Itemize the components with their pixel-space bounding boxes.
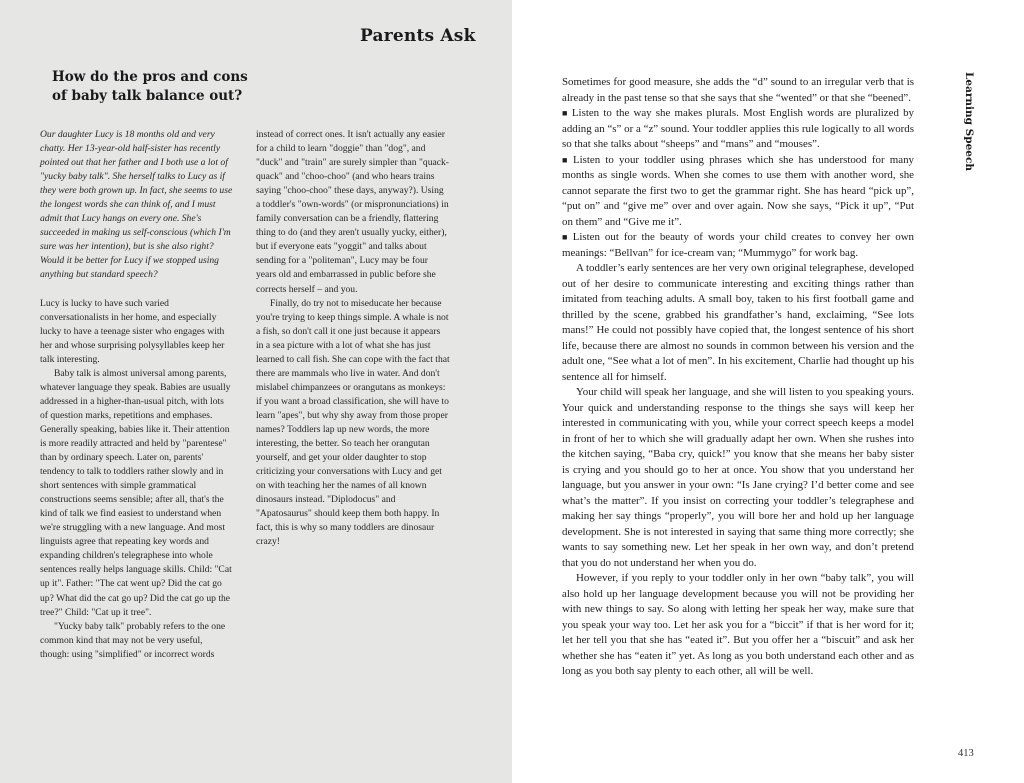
square-bullet-icon: ■ xyxy=(562,154,570,165)
left-column-1 xyxy=(40,128,234,662)
answer-paragraph: Lucy is lucky to have such varied conversationalists in her home, and especially lucky to have a teenage sister who engages with her and whose surprising polysyllables keep her talk interesting. xyxy=(40,297,225,365)
running-head: Learning Speech xyxy=(963,72,975,171)
body-paragraph: Sometimes for good measure, she adds the “d” sound to an irregular verb that is already in the past tense so that she says that she “wented” or that she “beened”. xyxy=(562,76,914,104)
answer-paragraph: instead of correct ones. It isn't actually any easier for a child to learn "doggie" than "dog", and "duck" and "train" are surely simpler than "quack-quack" and "choo-choo" (and who hears trains saying "choo-choo" these days, anyway?). Using a toddler's "own-words" (or mispronunciations) in family conversation can be a friendly, flattering thing to do (and they aren't usually yucky, either), but if everyone eats "yoggit" and talks about sending for a "politeman", Lucy may be four years old and embarrassed in public before she corrects herself – and you. xyxy=(256,129,450,295)
answer-paragraph: Baby talk is almost universal among parents, whatever language they speak. Babies are usually addressed in a higher-than-usual pitch, with lots of question marks, repetitions and emphases. Generally speaking, babies like it. Their attention is more readily attracted and held by "parentese" than by ordinary speech. Later on, parents' tendency to talk to toddlers rather slowly and in short sentences with simple grammatical constructions seems sensible; after all, that's the kind of talk we find easiest to understand when we're struggling with a new language. And most linguists agree that repeating key words and expanding children's telegraphese into whole sentences really helps language skills. Child: "Cat up it". Father: "The cat went up? Did the cat go up? What did the cat go up? Did the cat go up the tree?" Child: "Cat up it tree". xyxy=(40,367,232,618)
square-bullet-icon: ■ xyxy=(562,108,569,118)
bullet-item xyxy=(562,230,914,261)
bullet-text: Listen to the way she makes plurals. Most English words are pluralized by adding an “s” or a “z” sound. Your toddler applies this rule logically to all words so that she talks about “sheeps” and “mans” and “mouses”. xyxy=(562,107,914,150)
parent-question: Our daughter Lucy is 18 months old and very chatty. Her 13-year-old half-sister has recently pointed out that her father and I both use a lot of "yucky baby talk". She herself talks to Lucy as if they were both grown up. In fact, she seems to use the longest words she can think of, and I must admit that Lucy hangs on every one. She's succeeded in making us self-conscious (which I'm sure was her intention), but is she also right? Would it be better for Lucy if we stopped using anything but standard speech? xyxy=(40,129,233,281)
bullet-item xyxy=(562,106,914,153)
question-heading-line-2: of baby talk balance out? xyxy=(52,88,243,104)
page-number: 413 xyxy=(958,748,974,759)
question-heading-line-1: How do the pros and cons xyxy=(52,69,248,85)
body-paragraph: Your child will speak her language, and she will listen to you speaking yours. Your quick and understanding response to the things she says will keep her interested in communicating with you, while your correct speech keeps a model in front of her to which she will gradually adapt her own. When she rushes into the kitchen saying, “Baba cry, quick!” you know that she means her baby sister is crying and you should go to her at once. You show that you understand her language, but you answer in your own: “Is Jane crying? I’d better come and see what’s the matter”. If you insist on correcting your toddler’s telegraphese and making her say things “properly”, you will bore her and hold up her language development. She is not interested in saying that same thing more correctly; she wants to say something new. Let her speak in her own way, and don’t pretend that you do not understand her when you do. xyxy=(562,386,914,569)
question-heading xyxy=(52,68,312,106)
right-page-body xyxy=(562,75,914,680)
left-column-2 xyxy=(256,128,450,549)
section-title: Parents Ask xyxy=(360,26,476,46)
bullet-text: Listen out for the beauty of words your child creates to convey her own meanings: “Bellvan” for ice-cream van; “Mummygo” for work bag. xyxy=(562,231,915,259)
body-paragraph: A toddler’s early sentences are her very own original telegraphese, developed out of her desire to communicate interesting and exciting things rather than imitated from teaching adults. A small boy, taken to his first football game and thrilled by the scene, grabbed his grandfather’s hand, exclaiming, “See lots mans!” He could not possibly have copied that, the longest sentence of his short life, because there are almost no sounds in common between his version and the adult one, “See what a lot of men”. In his excitement, Charlie had thought up his sentence all for himself. xyxy=(562,262,914,383)
answer-paragraph: Finally, do try not to miseducate her because you're trying to keep things simple. A whale is not a fish, so don't call it one just because it appears in a sea picture with a lot of what she has just learned to call fish. She can cope with the fact that there are mammals who live in water. And don't mislabel chimpanzees or orangutans as monkeys: if you want a broad classification, she will have to learn "apes", but why shy away from those proper names? Toddlers lap up new words, the more interesting, the better. So teach her orangutan yourself, and get your older daughter to stop criticizing your conversations with Lucy and get on with teaching her the names of all known dinosaurs instead. "Diplodocus" and "Apatosaurus" should keep them both happy. In fact, this is why so many toddlers are dinosaur crazy! xyxy=(256,297,450,548)
bullet-item xyxy=(562,153,914,231)
bullet-text: Listen to your toddler using phrases which she has understood for many months as single words. When she comes to use them with another word, she cannot separate the first two to get the grammar right. She has heard “pick up”, “put on” and “give me” over and over again. Now she says, “Pick it up”, “Put on them” and “Give me it”. xyxy=(562,153,915,228)
answer-paragraph: "Yucky baby talk" probably refers to the one common kind that may not be very useful, though: using "simplified" or incorrect words xyxy=(40,620,226,660)
body-paragraph: However, if you reply to your toddler only in her own “baby talk”, you will also hold up her language development because you will not be providing her with new things to say. So along with letting her speak her way, make sure that you speak your way too. Let her ask you for a “biccit” if that is her word for it; let her tell you that she has “eated it”. But you offer her a “biscuit” and ask her whether she has “eaten it” yet. As long as you both understand each other and as long as you both say plenty to each other, all will be well. xyxy=(562,572,914,677)
square-bullet-icon: ■ xyxy=(562,232,570,242)
